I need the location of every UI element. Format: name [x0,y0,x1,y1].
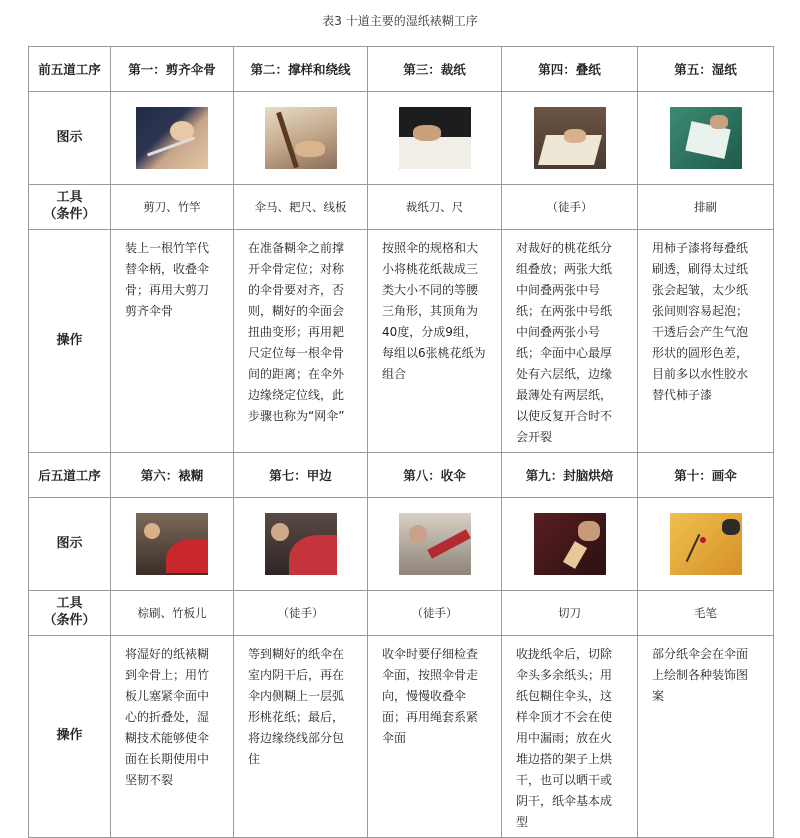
step-tool: 裁纸刀、尺 [368,185,502,230]
operation-label: 操作 [29,230,111,453]
step-name: 第一：剪齐伞骨 [111,47,234,92]
step-name: 第三：裁纸 [368,47,502,92]
step-operation: 将湿好的纸裱糊到伞骨上；用竹板儿塞紧伞面中心的折叠处，湿糊技术能够使伞面在长期使用中坚韧不裂 [111,636,234,838]
step-name: 第四：叠纸 [502,47,638,92]
threading-photo [265,107,337,169]
step-tool: （徒手） [368,591,502,636]
table-row [29,453,774,498]
step-operation: 用柿子漆将每叠纸刷透，刷得太过纸张会起皱，太少纸张间则容易起泡；干透后会产生气泡形状的圆形色差，目前多以水性胶水替代柿子漆 [638,230,774,453]
step-operation: 部分纸伞会在伞面上绘制各种装饰图案 [638,636,774,838]
table-row [29,636,774,838]
pasting-photo [136,513,208,575]
step-tool: 伞马、耙尺、线板 [234,185,368,230]
table-row [29,92,774,185]
sealing-photo [534,513,606,575]
tool-label-line1: 工具 [56,190,83,206]
step-name: 第六：裱糊 [111,453,234,498]
closing-photo [399,513,471,575]
header-first-five: 前五道工序 [29,47,111,92]
cutting-ribs-photo [136,107,208,169]
step-operation: 装上一根竹竿代替伞柄，收叠伞骨；再用大剪刀剪齐伞骨 [111,230,234,453]
step-operation: 在准备糊伞之前撑开伞骨定位；对称的伞骨要对齐，否则，糊好的伞面会扭曲变形；再用耙尺定位每一根伞骨间的距离；在伞外边缘绕定位线，此步骤也称为“网伞” [234,230,368,453]
table-row [29,47,774,92]
tool-label [29,185,111,230]
step-operation: 收拢纸伞后，切除伞头多余纸头；用纸包糊住伞头，这样伞顶才不会在使用中漏雨；放在火堆边搭的架子上烘干，也可以晒干或阴干，纸伞基本成型 [502,636,638,838]
step-name: 第十：画伞 [638,453,774,498]
step-name: 第七：甲边 [234,453,368,498]
step-operation: 等到糊好的纸伞在室内阴干后，再在伞内侧糊上一层弧形桃花纸；最后，将边缘绕线部分包住 [234,636,368,838]
table-row [29,498,774,591]
process-table [28,46,774,838]
step-name: 第九：封脑烘焙 [502,453,638,498]
table-title: 表3 十道主要的湿纸裱糊工序 [322,14,478,28]
wetting-paper-photo [670,107,742,169]
table-row [29,591,774,636]
step-tool: 排刷 [638,185,774,230]
figure-label: 图示 [29,92,111,185]
edging-photo [265,513,337,575]
header-last-five: 后五道工序 [29,453,111,498]
step-operation: 收伞时要仔细检查伞面，按照伞骨走向，慢慢收叠伞面；再用绳套系紧伞面 [368,636,502,838]
cutting-paper-photo [399,107,471,169]
tool-label [29,591,111,636]
step-tool: 棕刷、竹板儿 [111,591,234,636]
stacking-paper-photo [534,107,606,169]
tool-label-line2: （条件） [43,207,96,222]
table-row [29,230,774,453]
step-name: 第五：湿纸 [638,47,774,92]
step-name: 第二：撑样和绕线 [234,47,368,92]
step-tool: 剪刀、竹竿 [111,185,234,230]
tool-label-line1: 工具 [56,596,83,612]
figure-label: 图示 [29,498,111,591]
step-tool: 毛笔 [638,591,774,636]
step-operation: 按照伞的规格和大小将桃花纸裁成三类大小不同的等腰三角形，其顶角为40度，分成9组，每组以6张桃花纸为组合 [368,230,502,453]
step-tool: （徒手） [234,591,368,636]
painting-photo [670,513,742,575]
step-tool: 切刀 [502,591,638,636]
tool-label-line2: （条件） [43,613,96,628]
step-tool: （徒手） [502,185,638,230]
operation-label: 操作 [29,636,111,838]
table-row [29,185,774,230]
step-name: 第八：收伞 [368,453,502,498]
step-operation: 对裁好的桃花纸分组叠放；两张大纸中间叠两张中号纸；在两张中号纸中间叠两张小号纸；伞面中心最厚处有六层纸，边缘最薄处有两层纸，以使反复开合时不会开裂 [502,230,638,453]
